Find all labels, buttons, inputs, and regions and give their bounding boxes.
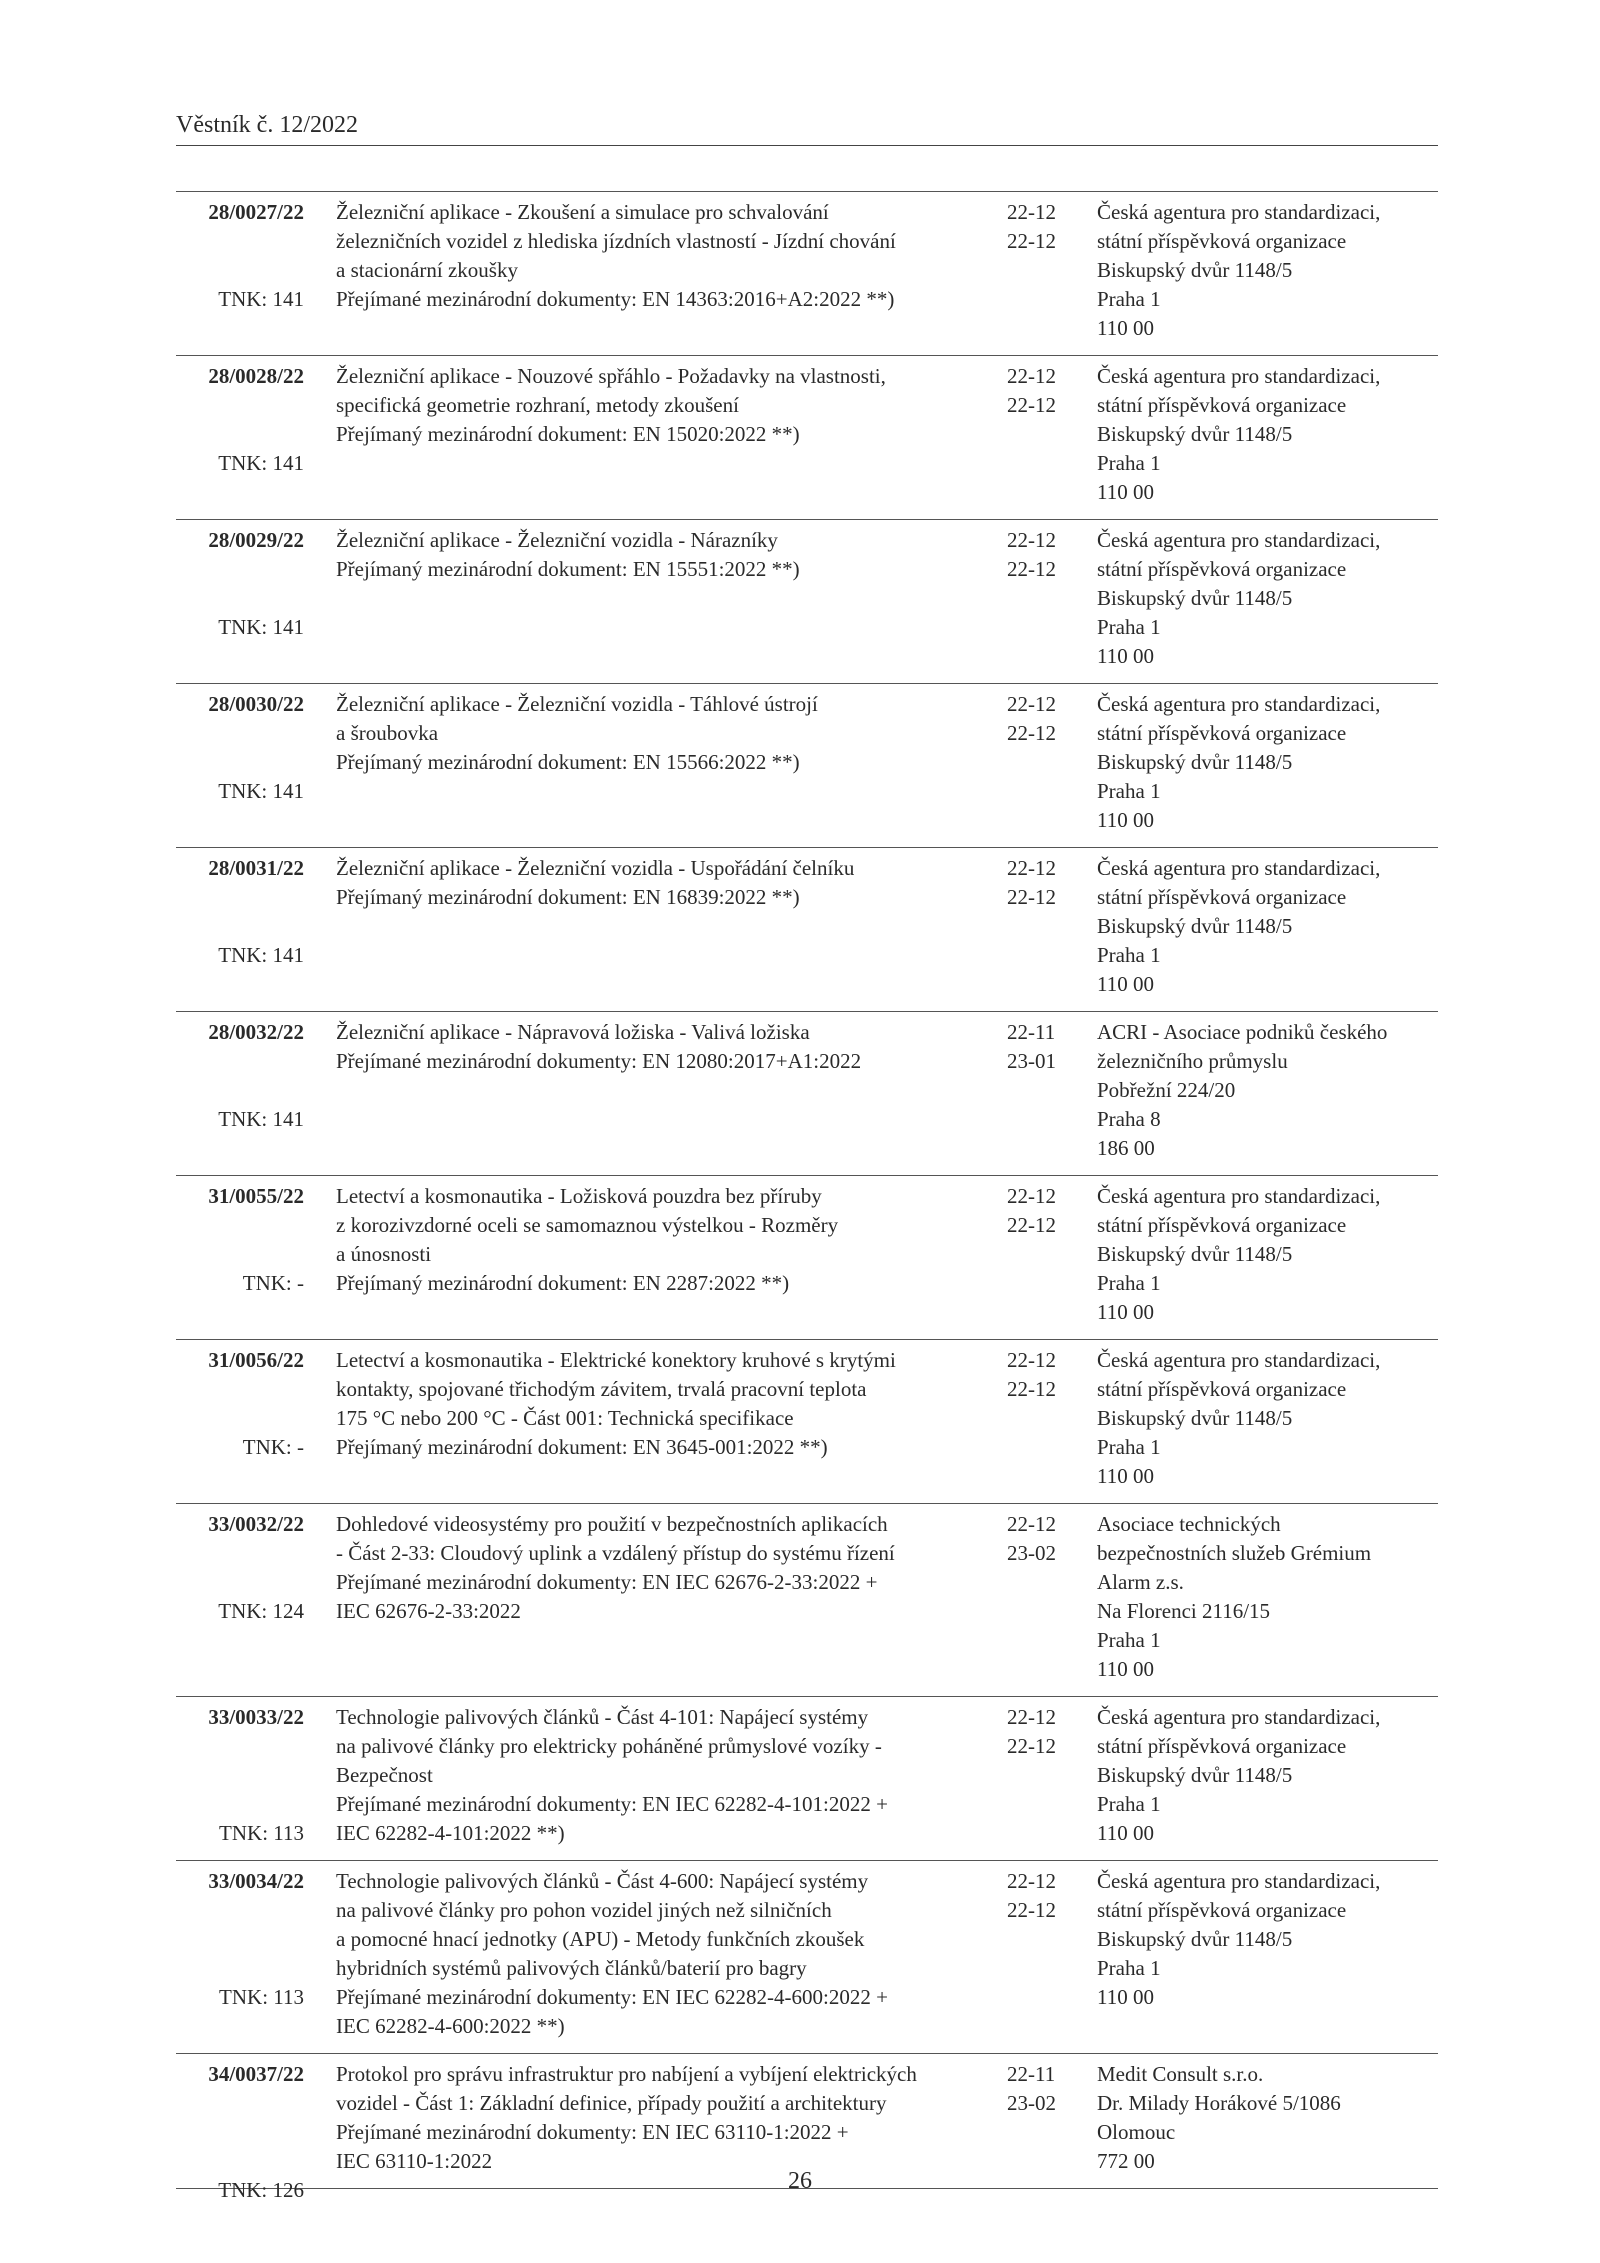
entry-organization-line: 110 00 [1097,316,1154,340]
entry-organization-line: Česká agentura pro standardizaci, [1097,364,1381,388]
entry-organization-line: Praha 1 [1097,779,1161,803]
entry-organization-line: Biskupský dvůr 1148/5 [1097,1406,1293,1430]
entry-organization [1097,854,1438,999]
entry-title [336,854,996,912]
entry-title-line: na palivové články pro elektricky poháněné průmyslové vozíky - [336,1734,882,1758]
entry-tnk: TNK: 113 [219,1985,304,2009]
entry-organization-line: Praha 1 [1097,1628,1161,1652]
entry-organization-line: Praha 1 [1097,287,1161,311]
entry-title-line: železničních vozidel z hlediska jízdních vlastností - Jízdní chování [336,229,896,253]
entry-date: 22-12 [1007,364,1056,388]
entry-date: 22-11 [1007,2062,1056,2086]
entry-title-line: Železniční aplikace - Zkoušení a simulace pro schvalování [336,200,829,224]
entry-number: 28/0027/22 [208,200,304,224]
entry-title-line: IEC 63110-1:2022 [336,2149,493,2173]
entry-organization-line: 772 00 [1097,2149,1155,2173]
entry-id-column [176,1867,304,2009]
entry-title-line: Letectví a kosmonautika - Elektrické konektory kruhové s krytými [336,1348,896,1372]
entry-row [176,684,1438,848]
entry-tnk: TNK: 113 [219,1821,304,1845]
entry-tnk: TNK: 141 [218,615,304,639]
entry-organization-line: Olomouc [1097,2120,1176,2144]
entry-organization [1097,198,1438,343]
entry-organization-line: Pobřežní 224/20 [1097,1078,1236,1102]
entry-title-line: Železniční aplikace - Železniční vozidla - Uspořádání čelníku [336,856,855,880]
entry-id-column [176,362,304,475]
entry-title-line: Přejímaný mezinárodní dokument: EN 15566:2022 **) [336,750,800,774]
entry-title-line: Protokol pro správu infrastruktur pro nabíjení a vybíjení elektrických [336,2062,917,2086]
entry-organization-line: státní příspěvková organizace [1097,885,1347,909]
entry-title-line: Přejímaný mezinárodní dokument: EN 3645-001:2022 **) [336,1435,828,1459]
entry-title-line: Přejímané mezinárodní dokumenty: EN 14363:2016+A2:2022 **) [336,287,895,311]
entry-title-line: Přejímané mezinárodní dokumenty: EN 12080:2017+A1:2022 [336,1049,862,1073]
entry-title-line: Přejímaný mezinárodní dokument: EN 2287:2022 **) [336,1271,790,1295]
entry-organization-line: 110 00 [1097,1300,1154,1324]
entry-number: 31/0056/22 [208,1348,304,1372]
entry-title-line: hybridních systémů palivových článků/baterií pro bagry [336,1956,807,1980]
entry-date: 22-12 [1007,1377,1056,1401]
entry-tnk: TNK: - [242,1435,304,1459]
entry-organization [1097,526,1438,671]
entry-organization-line: Biskupský dvůr 1148/5 [1097,586,1293,610]
entry-organization-line: Česká agentura pro standardizaci, [1097,1869,1381,1893]
entry-organization-line: státní příspěvková organizace [1097,229,1347,253]
entry-dates [1007,198,1077,256]
entry-title-line: Přejímané mezinárodní dokumenty: EN IEC 62676-2-33:2022 + [336,1570,878,1594]
entry-title-line: Bezpečnost [336,1763,433,1787]
entry-title-line: Letectví a kosmonautika - Ložisková pouzdra bez příruby [336,1184,822,1208]
entry-date: 22-11 [1007,1020,1056,1044]
entry-organization-line: Praha 1 [1097,1271,1161,1295]
entry-date: 22-12 [1007,1898,1056,1922]
entry-number: 28/0031/22 [208,856,304,880]
entry-dates [1007,1346,1077,1404]
entry-row [176,1504,1438,1697]
entry-title [336,198,996,314]
entry-organization-line: státní příspěvková organizace [1097,1898,1347,1922]
entry-row [176,848,1438,1012]
entry-organization-line: Česká agentura pro standardizaci, [1097,1184,1381,1208]
entry-id-column [176,2060,304,2202]
entry-organization-line: Praha 1 [1097,943,1161,967]
entry-organization-line: bezpečnostních služeb Grémium [1097,1541,1372,1565]
entry-organization [1097,1182,1438,1327]
entry-id-column [176,526,304,639]
entry-title-line: z korozivzdorné oceli se samomaznou výstelkou - Rozměry [336,1213,839,1237]
entry-tnk: TNK: 124 [218,1599,304,1623]
entry-title-line: Železniční aplikace - Železniční vozidla - Táhlové ústrojí [336,692,818,716]
entry-tnk: TNK: - [242,1271,304,1295]
entry-dates [1007,2060,1077,2118]
entry-title [336,1703,996,1848]
entry-number: 34/0037/22 [208,2062,304,2086]
entry-title [336,1182,996,1298]
entry-organization [1097,1510,1438,1684]
entry-row [176,192,1438,356]
entry-organization-line: 186 00 [1097,1136,1155,1160]
entry-date: 22-12 [1007,856,1056,880]
entry-organization-line: 110 00 [1097,1821,1154,1845]
entry-title-line: 175 °C nebo 200 °C - Část 001: Technická specifikace [336,1406,794,1430]
entry-organization-line: Biskupský dvůr 1148/5 [1097,1242,1293,1266]
entry-dates [1007,1703,1077,1761]
entry-tnk: TNK: 141 [218,1107,304,1131]
entry-date: 22-12 [1007,1512,1056,1536]
entry-date: 23-01 [1007,1049,1056,1073]
entry-date: 22-12 [1007,557,1056,581]
entry-number: 28/0032/22 [208,1020,304,1044]
entry-date: 23-02 [1007,1541,1056,1565]
entry-date: 22-12 [1007,1348,1056,1372]
entry-organization-line: 110 00 [1097,644,1154,668]
entry-title [336,1018,996,1076]
entry-organization-line: státní příspěvková organizace [1097,557,1347,581]
entry-row [176,1861,1438,2054]
entry-organization-line: Česká agentura pro standardizaci, [1097,692,1381,716]
entry-id-column [176,854,304,967]
entry-row [176,356,1438,520]
entry-organization [1097,1867,1438,2012]
entry-title-line: Přejímaný mezinárodní dokument: EN 15551:2022 **) [336,557,800,581]
entry-title-line: na palivové články pro pohon vozidel jiných než silničních [336,1898,832,1922]
entry-title [336,2060,996,2176]
entry-title-line: Přejímané mezinárodní dokumenty: EN IEC 62282-4-600:2022 + [336,1985,888,2009]
entry-date: 22-12 [1007,885,1056,909]
entry-organization-line: 110 00 [1097,480,1154,504]
page-header: Věstník č. 12/2022 [176,112,358,138]
entry-date: 22-12 [1007,528,1056,552]
entry-organization [1097,2060,1438,2176]
entry-title [336,526,996,584]
entry-organization-line: státní příspěvková organizace [1097,1213,1347,1237]
entries-table [176,191,1438,2202]
entry-organization-line: Česká agentura pro standardizaci, [1097,1705,1381,1729]
entry-organization-line: Dr. Milady Horákové 5/1086 [1097,2091,1341,2115]
entry-organization-line: Asociace technických [1097,1512,1281,1536]
entry-title-line: IEC 62282-4-600:2022 **) [336,2014,565,2038]
entry-title-line: - Část 2-33: Cloudový uplink a vzdálený přístup do systému řízení [336,1541,895,1565]
entry-row [176,1340,1438,1504]
entry-number: 28/0028/22 [208,364,304,388]
entry-row [176,1012,1438,1176]
entry-id-column [176,1018,304,1131]
entry-dates [1007,1018,1077,1076]
entry-title [336,1867,996,2041]
entry-number: 33/0033/22 [208,1705,304,1729]
entry-dates [1007,362,1077,420]
entry-title-line: Železniční aplikace - Nouzové spřáhlo - Požadavky na vlastnosti, [336,364,886,388]
entry-date: 23-02 [1007,2091,1056,2115]
entry-id-column [176,690,304,803]
entry-organization-line: 110 00 [1097,1464,1154,1488]
entry-organization-line: státní příspěvková organizace [1097,1377,1347,1401]
entry-organization-line: Praha 8 [1097,1107,1161,1131]
entry-organization-line: státní příspěvková organizace [1097,393,1347,417]
entry-organization [1097,362,1438,507]
entry-id-column [176,198,304,311]
entry-tnk: TNK: 141 [218,779,304,803]
entry-organization-line: Česká agentura pro standardizaci, [1097,856,1381,880]
entry-organization-line: 110 00 [1097,972,1154,996]
entry-organization-line: 110 00 [1097,1985,1154,2009]
entry-organization-line: Medit Consult s.r.o. [1097,2062,1264,2086]
entry-dates [1007,690,1077,748]
entry-id-column [176,1510,304,1623]
entry-dates [1007,1510,1077,1568]
entry-title-line: Přejímané mezinárodní dokumenty: EN IEC 62282-4-101:2022 + [336,1792,888,1816]
entry-date: 22-12 [1007,692,1056,716]
entry-date: 22-12 [1007,1184,1056,1208]
entry-date: 22-12 [1007,721,1056,745]
entry-title-line: a stacionární zkoušky [336,258,518,282]
entry-organization-line: Česká agentura pro standardizaci, [1097,1348,1381,1372]
entry-title-line: Železniční aplikace - Železniční vozidla - Nárazníky [336,528,778,552]
entry-title-line: Přejímaný mezinárodní dokument: EN 16839:2022 **) [336,885,800,909]
entry-organization-line: Alarm z.s. [1097,1570,1184,1594]
entry-title [336,690,996,777]
entry-dates [1007,854,1077,912]
entry-organization-line: železničního průmyslu [1097,1049,1288,1073]
entry-organization-line: Biskupský dvůr 1148/5 [1097,914,1293,938]
entry-date: 22-12 [1007,229,1056,253]
entry-tnk: TNK: 141 [218,287,304,311]
entry-number: 28/0029/22 [208,528,304,552]
entry-organization-line: Praha 1 [1097,451,1161,475]
entry-tnk: TNK: 126 [218,2178,304,2202]
entry-organization [1097,1018,1438,1163]
entry-id-column [176,1703,304,1845]
entry-row [176,1176,1438,1340]
entry-dates [1007,526,1077,584]
entry-date: 22-12 [1007,1705,1056,1729]
entry-date: 22-12 [1007,1213,1056,1237]
entry-dates [1007,1867,1077,1925]
entry-organization-line: ACRI - Asociace podniků českého [1097,1020,1388,1044]
entry-organization-line: 110 00 [1097,808,1154,832]
entry-organization-line: Praha 1 [1097,1956,1161,1980]
entry-organization-line: státní příspěvková organizace [1097,1734,1347,1758]
entry-organization-line: státní příspěvková organizace [1097,721,1347,745]
entry-number: 28/0030/22 [208,692,304,716]
entry-organization [1097,1346,1438,1491]
entry-organization-line: Česká agentura pro standardizaci, [1097,528,1381,552]
header-rule [176,145,1438,146]
entry-title-line: Dohledové videosystémy pro použití v bezpečnostních aplikacích [336,1512,888,1536]
entry-number: 33/0034/22 [208,1869,304,1893]
entry-organization-line: Praha 1 [1097,1792,1161,1816]
entry-title-line: kontakty, spojované třichodým závitem, trvalá pracovní teplota [336,1377,867,1401]
entry-organization [1097,690,1438,835]
entry-organization-line: Biskupský dvůr 1148/5 [1097,1763,1293,1787]
entry-organization-line: Biskupský dvůr 1148/5 [1097,1927,1293,1951]
entry-title-line: Technologie palivových článků - Část 4-600: Napájecí systémy [336,1869,869,1893]
entry-organization-line: Biskupský dvůr 1148/5 [1097,422,1293,446]
entry-title-line: vozidel - Část 1: Základní definice, případy použití a architektury [336,2091,887,2115]
entry-row [176,1697,1438,1861]
entry-tnk: TNK: 141 [218,943,304,967]
entry-title-line: a šroubovka [336,721,439,745]
entry-row [176,520,1438,684]
entry-organization-line: Praha 1 [1097,1435,1161,1459]
entry-id-column [176,1182,304,1295]
entry-organization-line: Biskupský dvůr 1148/5 [1097,750,1293,774]
entry-organization-line: Na Florenci 2116/15 [1097,1599,1271,1623]
entry-organization-line: Praha 1 [1097,615,1161,639]
entry-date: 22-12 [1007,1869,1056,1893]
entry-number: 31/0055/22 [208,1184,304,1208]
entry-date: 22-12 [1007,393,1056,417]
entry-dates [1007,1182,1077,1240]
entry-organization-line: Biskupský dvůr 1148/5 [1097,258,1293,282]
entry-title [336,1510,996,1626]
entry-title-line: Přejímané mezinárodní dokumenty: EN IEC 63110-1:2022 + [336,2120,849,2144]
entry-title-line: specifická geometrie rozhraní, metody zkoušení [336,393,739,417]
entry-number: 33/0032/22 [208,1512,304,1536]
entry-title-line: Železniční aplikace - Nápravová ložiska - Valivá ložiska [336,1020,810,1044]
entry-title-line: IEC 62676-2-33:2022 [336,1599,521,1623]
entry-title [336,1346,996,1462]
entry-tnk: TNK: 141 [218,451,304,475]
entry-title-line: IEC 62282-4-101:2022 **) [336,1821,565,1845]
entry-title-line: Přejímaný mezinárodní dokument: EN 15020:2022 **) [336,422,800,446]
entry-organization [1097,1703,1438,1848]
entry-title-line: a únosnosti [336,1242,432,1266]
entry-title-line: a pomocné hnací jednotky (APU) - Metody funkčních zkoušek [336,1927,865,1951]
entry-organization-line: 110 00 [1097,1657,1154,1681]
page-number: 26 [788,2168,812,2194]
entry-date: 22-12 [1007,200,1056,224]
entry-id-column [176,1346,304,1459]
entry-organization-line: Česká agentura pro standardizaci, [1097,200,1381,224]
entry-title [336,362,996,449]
entry-date: 22-12 [1007,1734,1056,1758]
entry-title-line: Technologie palivových článků - Část 4-101: Napájecí systémy [336,1705,869,1729]
